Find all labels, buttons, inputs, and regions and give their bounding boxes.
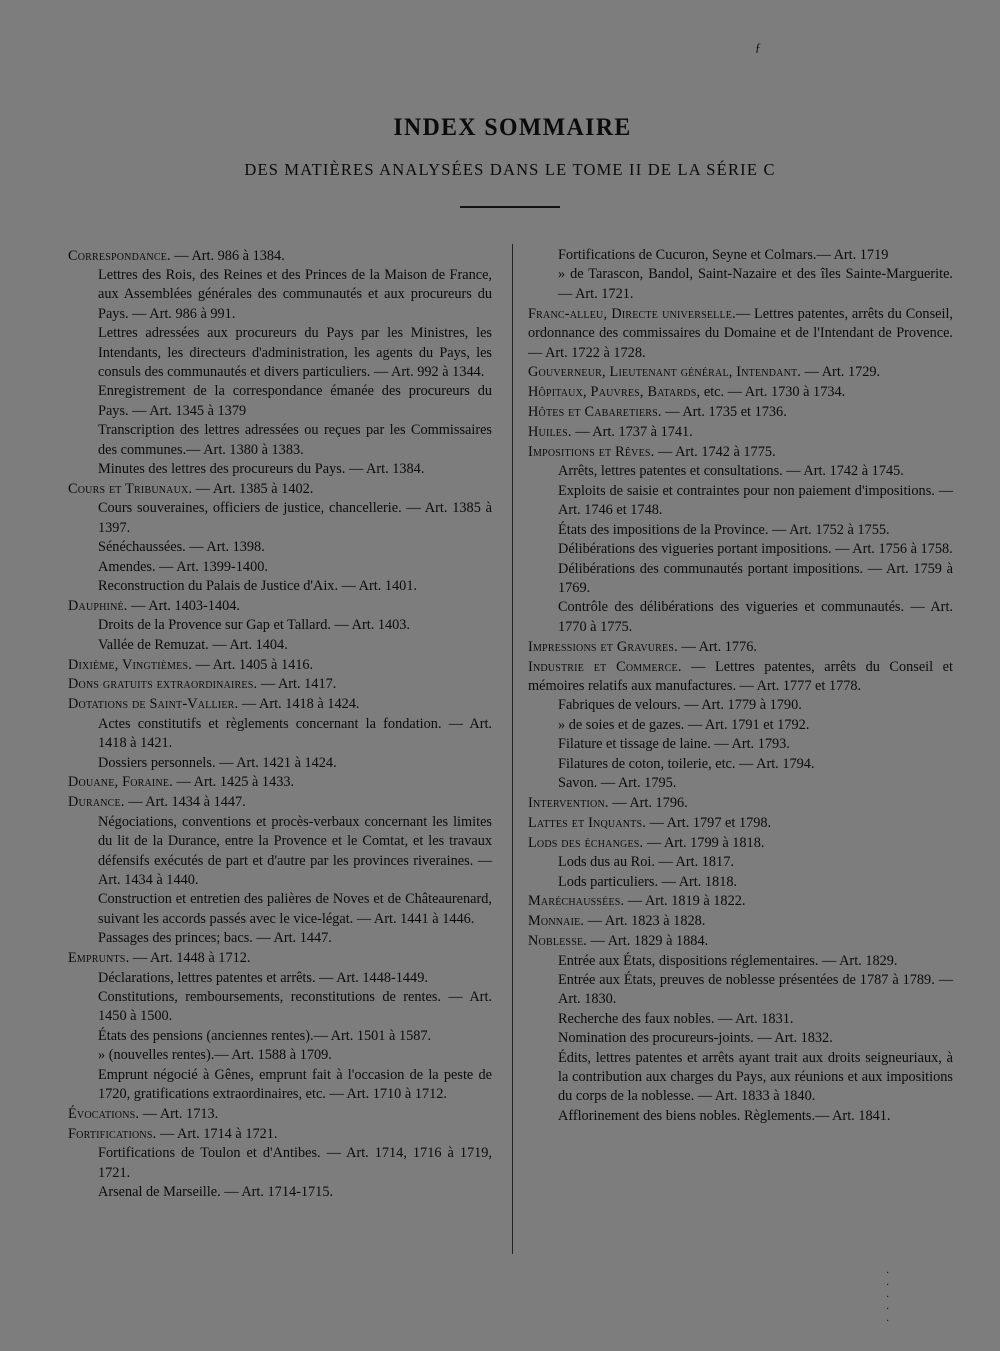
entry-text: Constitutions, remboursements, reconstitutions de rentes. — Art. 1450 à 1500. — [98, 988, 492, 1025]
index-sub-entry — [528, 696, 953, 715]
index-sub-entry — [68, 460, 492, 479]
index-heading-entry — [528, 383, 953, 402]
index-heading-entry — [528, 932, 953, 951]
index-sub-entry — [68, 1066, 492, 1105]
entry-text: — Art. 1405 à 1416. — [192, 656, 314, 673]
entry-text: Transcription des lettres adressées ou reçues par les Commissaires des communes.— Art. 1380 à 1383. — [98, 422, 492, 458]
entry-text: etc. — Art. 1730 à 1734. — [700, 384, 846, 401]
entry-text: Vallée de Remuzat. — Art. 1404. — [98, 636, 288, 653]
entry-text: Recherche des faux nobles. — Art. 1831. — [558, 1010, 794, 1027]
index-sub-entry — [68, 421, 492, 460]
index-heading-entry — [528, 814, 953, 833]
entry-text: — Art. 1417. — [257, 676, 337, 693]
entry-text: — Art. 1403-1404. — [127, 597, 240, 614]
index-sub-entry — [528, 971, 953, 1010]
entry-text: Enregistrement de la correspondance émanée des procureurs du Pays. — Art. 1345 à 1379 — [98, 383, 492, 419]
entry-text: — Art. 986 à 1384. — [170, 247, 285, 264]
entry-heading: Lattes et Inquants. — [528, 814, 647, 831]
entry-text: Nomination des procureurs-joints. — Art. 1832. — [558, 1030, 833, 1047]
entry-heading: Franc-alleu, Directe universelle. — [528, 305, 736, 322]
entry-heading: Lods des échanges. — [528, 834, 644, 851]
entry-text: — Art. 1823 à 1828. — [584, 913, 706, 930]
entry-text: — Art. 1776. — [677, 638, 757, 655]
index-sub-entry — [68, 1027, 492, 1046]
entry-heading: Gouverneur, Lieutenant général, Intendant. — [528, 364, 802, 381]
entry-text: — Art. 1742 à 1775. — [654, 444, 776, 461]
index-heading-entry — [68, 949, 492, 968]
entry-text: Exploits de saisie et contraintes pour non paiement d'impositions. — Art. 1746 et 1748. — [558, 482, 953, 519]
index-heading-entry — [528, 892, 953, 911]
entry-text: Arsenal de Marseille. — Art. 1714-1715. — [98, 1184, 334, 1200]
index-sub-entry — [528, 482, 953, 521]
index-sub-entry — [68, 929, 492, 948]
index-sub-entry — [528, 716, 953, 735]
entry-heading: Emprunts. — [68, 950, 130, 967]
index-sub-entry — [528, 560, 953, 599]
entry-text: — Art. 1829 à 1884. — [587, 933, 709, 950]
index-heading-entry — [68, 695, 492, 714]
entry-text: — Art. 1729. — [801, 364, 881, 381]
entry-text: — Art. 1434 à 1447. — [124, 794, 246, 811]
entry-text: Lettres adressées aux procureurs du Pays par les Ministres, les Intendants, les directeurs d'administration, les agents du Pays, les consuls des communautés et divers particuliers. — Art. 992 à 1344. — [98, 325, 492, 380]
entry-text: Reconstruction du Palais de Justice d'Aix. — Art. 1401. — [98, 577, 418, 594]
entry-text: — Art. 1735 et 1736. — [661, 404, 787, 421]
entry-heading: Dixième, Vingtièmes. — [68, 656, 192, 673]
entry-text: Actes constitutifs et règlements concernant la fondation. — Art. 1418 à 1421. — [98, 715, 492, 752]
index-heading-entry — [528, 423, 953, 442]
entry-text: Délibérations des vigueries portant impositions. — Art. 1756 à 1758. — [558, 541, 953, 558]
index-sub-entry — [68, 754, 492, 773]
entry-text: Édits, lettres patentes et arrêts ayant trait aux droits seigneuriaux, à la contribution aux charges du Pays, aux réunions et aux impositions du corps de la noblesse. — Art. 1833 à 1840. — [558, 1049, 953, 1105]
entry-heading: Correspondance. — [68, 247, 171, 264]
index-heading-entry — [68, 480, 492, 499]
index-sub-entry — [68, 1046, 492, 1065]
entry-heading: Dotations de Saint-Vallier. — [68, 696, 239, 713]
index-sub-entry — [528, 462, 953, 481]
index-sub-entry — [68, 499, 492, 538]
entry-text: Contrôle des délibérations des vigueries et communautés. — Art. 1770 à 1775. — [558, 599, 953, 635]
entry-text: Afflorinement des biens nobles. Règlements.— Art. 1841. — [558, 1107, 891, 1124]
entry-heading: Douane, Foraine. — [68, 774, 173, 791]
entry-heading: Dauphiné. — [68, 597, 128, 614]
index-heading-entry — [528, 443, 953, 462]
entry-text: Délibérations des communautés portant impositions. — Art. 1759 à 1769. — [558, 560, 953, 596]
index-sub-entry — [528, 735, 953, 754]
index-heading-entry — [528, 638, 953, 657]
index-heading-entry — [528, 794, 953, 813]
entry-heading: Impressions et Gravures. — [528, 638, 678, 655]
index-sub-entry — [68, 324, 492, 382]
entry-text: Dossiers personnels. — Art. 1421 à 1424. — [98, 754, 337, 771]
entry-text: Fabriques de velours. — Art. 1779 à 1790. — [558, 697, 802, 714]
entry-text: — Art. 1819 à 1822. — [624, 893, 746, 910]
index-heading-entry — [68, 597, 492, 616]
entry-text: Filature et tissage de laine. — Art. 1793. — [558, 736, 790, 753]
index-sub-entry — [528, 873, 953, 892]
index-sub-entry — [528, 540, 953, 559]
entry-text: Arrêts, lettres patentes et consultations. — Art. 1742 à 1745. — [558, 463, 904, 480]
entry-text: Entrée aux États, dispositions réglementaires. — Art. 1829. — [558, 952, 898, 969]
entry-text: — Art. 1713. — [139, 1105, 219, 1122]
entry-text: — Lettres patentes, arrêts du Conseil, ordonnance des commissaires du Domaine et de l'Intendant de Provence. — Art. 1722 à 1728. — [528, 305, 953, 361]
page-subtitle: DES MATIÈRES ANALYSÉES DANS LE TOME II DE LA SÉRIE C — [244, 160, 776, 179]
entry-text: États des impositions de la Province. — Art. 1752 à 1755. — [558, 521, 890, 538]
index-sub-entry — [528, 265, 953, 304]
entry-heading: Évocations. — [68, 1105, 140, 1122]
index-heading-entry — [68, 1105, 492, 1124]
index-sub-entry — [68, 715, 492, 754]
index-sub-entry — [68, 266, 492, 324]
index-sub-entry — [528, 774, 953, 793]
entry-text: — Art. 1448 à 1712. — [129, 950, 251, 967]
index-sub-entry — [68, 577, 492, 596]
entry-heading: Durance. — [68, 794, 125, 811]
index-sub-entry — [68, 538, 492, 557]
index-sub-entry — [68, 616, 492, 635]
entry-text: Entrée aux États, preuves de noblesse présentées de 1787 à 1789. — Art. 1830. — [558, 972, 953, 1008]
entry-text: Lettres des Rois, des Reines et des Princes de la Maison de France, aux Assemblées générales des communautés et aux procureurs du Pays. — Art. 986 à 991. — [98, 266, 492, 322]
index-sub-entry — [68, 382, 492, 421]
entry-text: — Art. 1385 à 1402. — [192, 480, 314, 497]
index-sub-entry — [68, 1144, 492, 1183]
entry-text: États des pensions (anciennes rentes).— Art. 1501 à 1587. — [98, 1027, 432, 1044]
index-sub-entry — [528, 1107, 953, 1126]
index-heading-entry — [68, 656, 492, 675]
entry-text: — Art. 1418 à 1424. — [238, 696, 360, 713]
column-divider — [512, 244, 513, 1254]
entry-text: — Art. 1796. — [608, 794, 688, 811]
entry-text: Droits de la Provence sur Gap et Tallard. — Art. 1403. — [98, 617, 411, 634]
index-heading-entry — [528, 658, 953, 697]
entry-heading: Fortifications. — [68, 1125, 157, 1142]
entry-text: » de Tarascon, Bandol, Saint-Nazaire et des îles Sainte-Marguerite. — Art. 1721. — [558, 266, 953, 302]
entry-text: — Art. 1797 et 1798. — [646, 814, 772, 831]
title-rule — [460, 206, 560, 208]
entry-text: Minutes des lettres des procureurs du Pays. — Art. 1384. — [98, 460, 425, 477]
index-sub-entry — [528, 521, 953, 540]
left-column — [68, 246, 492, 1202]
index-heading-entry — [528, 363, 953, 382]
entry-heading: Intervention. — [528, 794, 609, 811]
entry-text: — Lettres patentes, arrêts du Conseil et mémoires relatifs aux manufactures. — Art. 1777 et 1778. — [528, 658, 953, 694]
entry-text: Sénéchaussées. — Art. 1398. — [98, 539, 265, 556]
index-sub-entry — [528, 1010, 953, 1029]
index-heading-entry — [68, 1125, 492, 1144]
entry-heading: Hôpitaux, Pauvres, Batards, — [528, 384, 701, 401]
right-column — [528, 246, 953, 1126]
entry-text: Cours souveraines, officiers de justice, chancellerie. — Art. 1385 à 1397. — [98, 500, 492, 536]
index-sub-entry — [528, 1029, 953, 1048]
index-heading-entry — [68, 773, 492, 792]
index-sub-entry — [528, 1049, 953, 1107]
entry-text: Savon. — Art. 1795. — [558, 774, 677, 791]
index-heading-entry — [528, 834, 953, 853]
index-heading-entry — [68, 675, 492, 694]
index-heading-entry — [528, 305, 953, 363]
margin-mark: ƒ — [755, 40, 761, 54]
entry-heading: Cours et Tribunaux. — [68, 480, 193, 497]
entry-text: Passages des princes; bacs. — Art. 1447. — [98, 930, 332, 947]
entry-text: — Art. 1714 à 1721. — [156, 1125, 278, 1142]
entry-text: — Art. 1799 à 1818. — [643, 834, 765, 851]
entry-text: Fortifications de Toulon et d'Antibes. — Art. 1714, 1716 à 1719, 1721. — [98, 1145, 492, 1181]
entry-text: Fortifications de Cucuron, Seyne et Colmars.— Art. 1719 — [558, 247, 889, 263]
entry-heading: Hôtes et Cabaretiers. — [528, 404, 662, 421]
entry-text: — Art. 1737 à 1741. — [571, 424, 693, 441]
index-sub-entry — [528, 853, 953, 872]
index-sub-entry — [68, 969, 492, 988]
index-sub-entry — [528, 952, 953, 971]
entry-text: Construction et entretien des palières de Noves et de Châteaurenard, suivant les accords passés avec le vice-légat. — Art. 1441 à 1446. — [98, 891, 492, 927]
index-sub-entry — [68, 636, 492, 655]
entry-heading: Industrie et Commerce. — [528, 658, 682, 675]
entry-text: Emprunt négocié à Gênes, emprunt fait à l'occasion de la peste de 1720, gratifications extraordinaires, etc. — Art. 1710 à 1712. — [98, 1066, 492, 1102]
index-sub-entry — [68, 813, 492, 891]
index-sub-entry — [528, 246, 953, 265]
entry-heading: Dons gratuits extraordinaires. — [68, 676, 258, 693]
index-sub-entry — [528, 755, 953, 774]
entry-text: Déclarations, lettres patentes et arrêts. — Art. 1448-1449. — [98, 969, 428, 986]
entry-heading: Monnaie. — [528, 913, 585, 930]
margin-dots: · · · · · — [886, 1268, 890, 1327]
index-sub-entry — [68, 558, 492, 577]
entry-text: Amendes. — Art. 1399-1400. — [98, 558, 268, 575]
page-title: INDEX SOMMAIRE — [393, 114, 632, 141]
entry-text: Lods particuliers. — Art. 1818. — [558, 873, 738, 890]
index-heading-entry — [528, 403, 953, 422]
entry-text: » de soies et de gazes. — Art. 1791 et 1792. — [558, 716, 810, 733]
index-sub-entry — [68, 1183, 492, 1202]
entry-text: Lods dus au Roi. — Art. 1817. — [558, 854, 734, 871]
entry-heading: Huiles. — [528, 424, 572, 441]
entry-heading: Noblesse. — [528, 933, 588, 950]
entry-text: Filatures de coton, toilerie, etc. — Art. 1794. — [558, 755, 815, 772]
entry-heading: Impositions et Rêves. — [528, 444, 655, 461]
entry-heading: Maréchaussées. — [528, 893, 625, 910]
entry-text: Négociations, conventions et procès-verbaux concernant les limites du lit de la Durance, entre la Provence et le Comtat, et les travaux défensifs exécutés de part et d'autre par les provinces riveraines. — Art. 1434 à 1440. — [98, 813, 492, 888]
index-sub-entry — [68, 890, 492, 929]
index-sub-entry — [68, 988, 492, 1027]
index-heading-entry — [528, 912, 953, 931]
index-heading-entry — [68, 793, 492, 812]
index-sub-entry — [528, 598, 953, 637]
index-heading-entry — [68, 247, 492, 266]
entry-text: » (nouvelles rentes).— Art. 1588 à 1709. — [98, 1047, 332, 1064]
entry-text: — Art. 1425 à 1433. — [172, 774, 295, 791]
